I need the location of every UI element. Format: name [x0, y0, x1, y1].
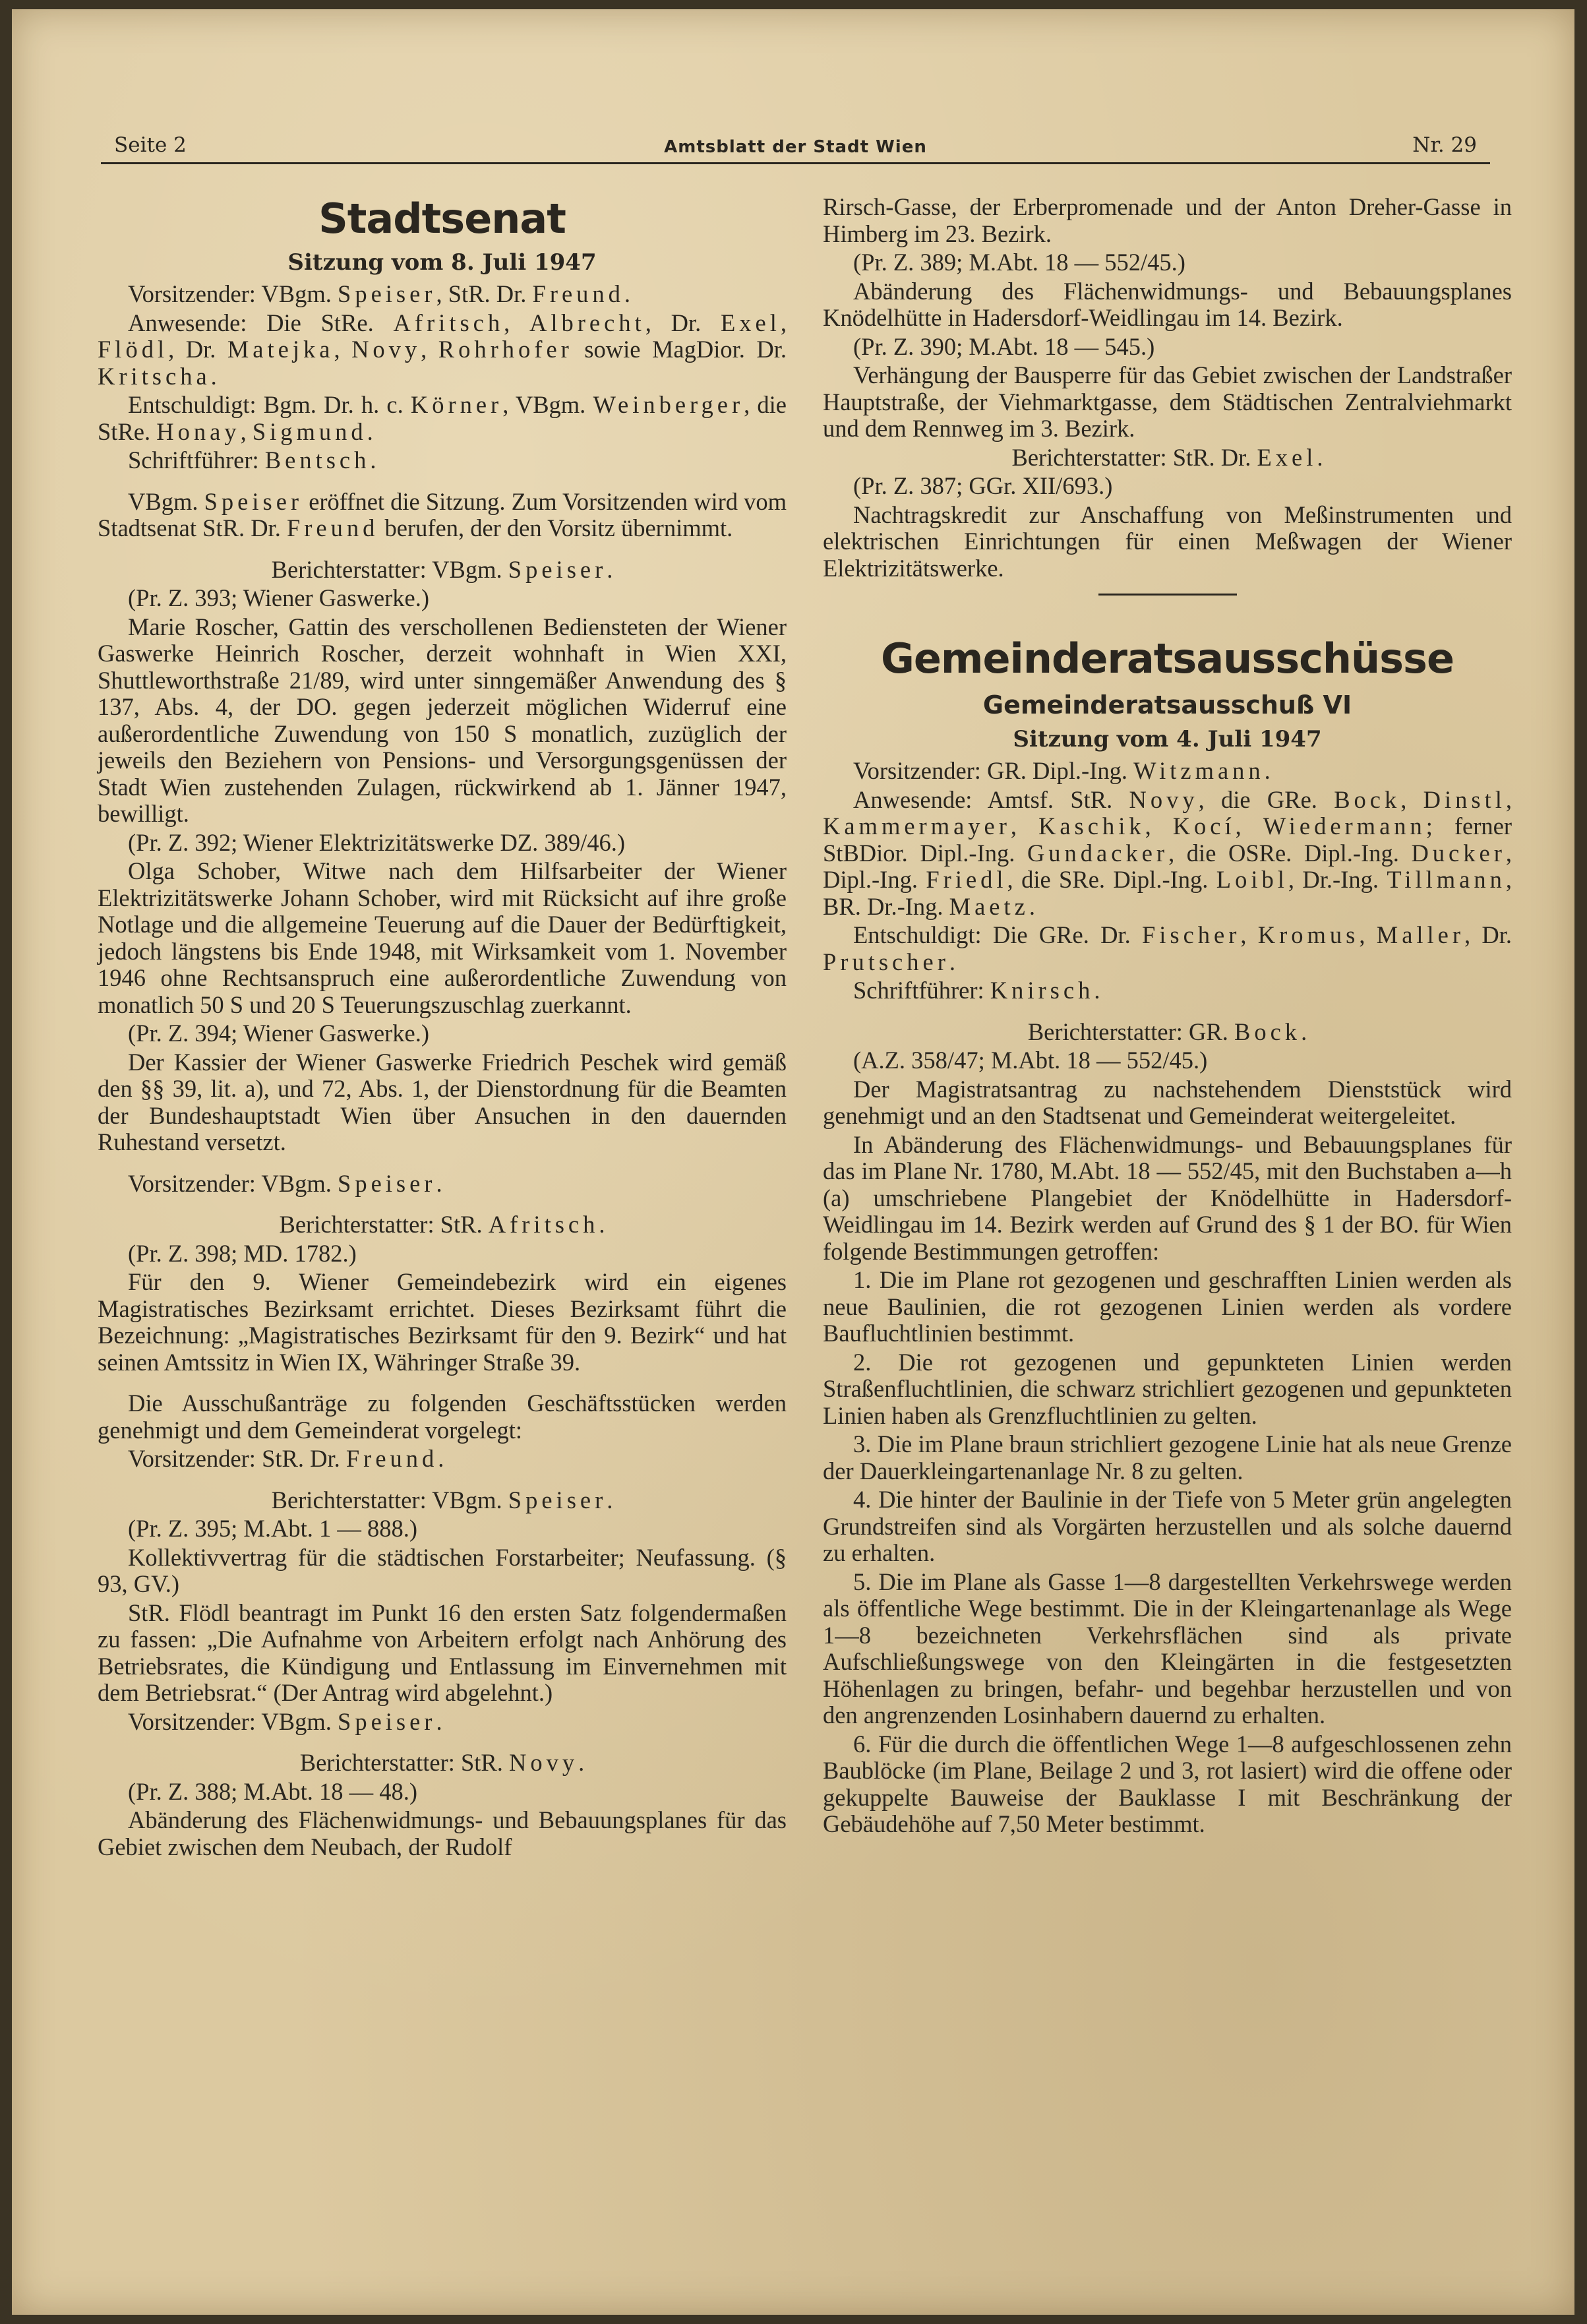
reporter-line: Berichterstatter: StR. Novy. — [299, 1749, 585, 1776]
running-head — [101, 128, 1490, 164]
body-paragraph: Marie Roscher, Gattin des verschollenen Bediensteten der Wiener Gaswerke Heinrich Roscher, derzeit wohnhaft in Wien XXI, Shuttleworthstraße 21/89, wird unter sinngemäßer Anwendung des § 137, Abs. 4, der DO. gegen jederzeit möglichen Widerruf eine außerordentliche Zuwendung von 150 S monatlich, zuzüglich der jeweils den Beziehern von Pensions- und Versorgungsgenüssen der Stadt Wien zustehenden Zulagen, rückwirkend ab 1. Jänner 1947, bewilligt. — [98, 613, 787, 827]
body-paragraph: Olga Schober, Witwe nach dem Hilfsarbeiter der Wiener Elektrizitätswerke Johann Schober, wird mit Rücksicht auf ihre große Notlage und die allgemeine Teuerung auf die Dauer der Bedürftigkeit, jedoch längstens bis Ende 1948, mit Wirksamkeit vom 1. November 1946 ohne Rechtsanspruch eine außerordentliche Zuwendung von monatlich 50 S und 20 S Teuerungszuschlag zuerkannt. — [98, 857, 787, 1018]
reporter-line: Berichterstatter: GR. Bock. — [1027, 1018, 1307, 1045]
reporter-line: Berichterstatter: VBgm. Speiser. — [271, 1486, 613, 1514]
body-paragraph: In Abänderung des Flächenwidmungs- und Bebauungsplanes für das im Plane Nr. 1780, M.Abt. 18 — 552/45, mit den Buchstaben a—h (a) umschriebene Plangebiet der Knödelhütte in Hadersdorf-Weidlingau im 14. Bezirk werden auf Grund des § 1 der BO. für Wien folgende Bestimmungen getroffen: — [823, 1130, 1512, 1265]
body-paragraph: StR. Flödl beantragt im Punkt 16 den ersten Satz folgendermaßen zu fassen: „Die Aufnahme von Arbeitern erfolgt nach Anhörung des Betriebsrates, die Kündigung und Entlassung im Einvernehmen mit dem Betriebsrat.“ (Der Antrag wird abgelehnt.) — [98, 1599, 787, 1706]
body-paragraph: Rirsch-Gasse, der Erberpromenade und der Anton Dreher-Gasse in Himberg im 23. Bezirk. — [823, 193, 1512, 247]
attendees-line: Anwesende: Amtsf. StR. Novy, die GRe. Bock, Dinstl, Kammermayer, Kaschik, Kocí, Wiedermann; ferner StBDior. Dipl.-Ing. Gundacker, die OSRe. Dipl.-Ing. Ducker, Dipl.-Ing. Friedl, die SRe. Dipl.-Ing. Loibl, Dr.-Ing. Tillmann, BR. Dr.-Ing. Maetz. — [823, 785, 1512, 920]
right-column — [823, 194, 1512, 1840]
newspaper-page — [12, 9, 1574, 2315]
ref-line: (Pr. Z. 388; M.Abt. 18 — 48.) — [128, 1777, 418, 1805]
page-number: Seite 2 — [114, 133, 187, 157]
meeting-date: Sitzung vom 8. Juli 1947 — [287, 249, 597, 276]
attendees-line: Anwesende: Die StRe. Afritsch, Albrecht, Dr. Exel, Flödl, Dr. Matejka, Novy, Rohrhofer sowie MagDior. Dr. Kritscha. — [98, 309, 787, 390]
reporter-line: Berichterstatter: StR. Dr. Exel. — [1011, 443, 1323, 471]
chair-line: Vorsitzender: VBgm. Speiser, StR. Dr. Freund. — [128, 280, 631, 307]
reporter-line: Berichterstatter: VBgm. Speiser. — [271, 555, 613, 583]
section-title-ausschuesse: Gemeinderatsausschüsse — [880, 634, 1454, 683]
issue-number: Nr. 29 — [1412, 133, 1477, 157]
ref-line: (Pr. Z. 394; Wiener Gaswerke.) — [128, 1020, 430, 1047]
body-paragraph: Nachtragskredit zur Anschaffung von Meßinstrumenten und elektrischen Einrichtungen für einen Meßwagen der Wiener Elektrizitätswerke. — [823, 501, 1512, 582]
regulation-item: 2. Die rot gezogenen und gepunkteten Linien werden Straßenfluchtlinien, die schwarz strichliert gezogenen und gepunkteten Linien haben als Grenzfluchtlinien zu gelten. — [823, 1348, 1512, 1429]
ref-line: (Pr. Z. 387; GGr. XII/693.) — [853, 472, 1113, 499]
secretary-line: Schriftführer: Bentsch. — [128, 446, 376, 474]
regulation-item: 3. Die im Plane braun strichliert gezogene Linie hat als neue Grenze der Dauerkleingartenanlage Nr. 8 zu gelten. — [823, 1430, 1512, 1484]
excused-line: Entschuldigt: Die GRe. Dr. Fischer, Kromus, Maller, Dr. Prutscher. — [823, 921, 1512, 975]
body-paragraph: Abänderung des Flächenwidmungs- und Bebauungsplanes für das Gebiet zwischen dem Neubach, der Rudolf — [98, 1806, 787, 1860]
ref-line: (Pr. Z. 392; Wiener Elektrizitätswerke DZ. 389/46.) — [128, 828, 626, 856]
regulation-item: 1. Die im Plane rot gezogenen und geschrafften Linien werden als neue Baulinien, die rot gezogenen Linien werden als vordere Baufluchtlinien bestimmt. — [823, 1266, 1512, 1347]
ref-line: (Pr. Z. 398; MD. 1782.) — [128, 1239, 357, 1267]
publication-name: Amtsblatt der Stadt Wien — [664, 137, 927, 157]
meeting-date: Sitzung vom 4. Juli 1947 — [1013, 726, 1322, 752]
left-column — [98, 194, 787, 1862]
chair-line: Vorsitzender: StR. Dr. Freund. — [128, 1445, 444, 1472]
body-paragraph: Die Ausschußanträge zu folgenden Geschäftsstücken werden genehmigt und dem Gemeinderat vorgelegt: — [98, 1390, 787, 1444]
body-paragraph: Für den 9. Wiener Gemeindebezirk wird ein eigenes Magistratisches Bezirksamt errichtet. Dieses Bezirksamt führt die Bezeichnung: „Magistratisches Bezirksamt für den 9. Bezirk“ und hat seinen Amtssitz in Wien IX, Währinger Straße 39. — [98, 1268, 787, 1376]
reporter-line: Berichterstatter: StR. Afritsch. — [279, 1211, 605, 1238]
section-title-stadtsenat: Stadtsenat — [318, 195, 566, 243]
regulation-item: 6. Für die durch die öffentlichen Wege 1—8 aufgeschlossenen zehn Baublöcke (im Plane, Beilage 2 und 3, rot lasiert) wird die offene oder gekuppelte Bauweise der Bauklasse I mit Beschränkung der Gebäudehöhe auf 7,50 Meter bestimmt. — [823, 1730, 1512, 1837]
ref-line: (Pr. Z. 390; M.Abt. 18 — 545.) — [853, 332, 1155, 360]
committee-title: Gemeinderatsausschuß VI — [982, 690, 1352, 719]
body-paragraph: Der Kassier der Wiener Gaswerke Friedrich Peschek wird gemäß den §§ 39, lit. a), und 72, Abs. 1, der Dienstordnung für die Beamten der Bundeshauptstadt Wien über Ansuchen in den dauernden Ruhestand versetzt. — [98, 1048, 787, 1155]
opening-paragraph: VBgm. Speiser eröffnet die Sitzung. Zum Vorsitzenden wird vom Stadtsenat StR. Dr. Freund berufen, der den Vorsitz übernimmt. — [98, 487, 787, 541]
secretary-line: Schriftführer: Knirsch. — [853, 977, 1100, 1004]
body-paragraph: Abänderung des Flächenwidmungs- und Bebauungsplanes Knödelhütte in Hadersdorf-Weidlingau im 14. Bezirk. — [823, 277, 1512, 331]
ref-line: (A.Z. 358/47; M.Abt. 18 — 552/45.) — [853, 1047, 1208, 1074]
body-paragraph: Kollektivvertrag für die städtischen Forstarbeiter; Neufassung. (§ 93, GV.) — [98, 1543, 787, 1597]
regulation-item: 4. Die hinter der Baulinie in der Tiefe von 5 Meter grün angelegten Grundstreifen sind als Vorgärten herzustellen und als solche dauernd zu erhalten. — [823, 1486, 1512, 1566]
ref-line: (Pr. Z. 389; M.Abt. 18 — 552/45.) — [853, 249, 1185, 276]
excused-line: Entschuldigt: Bgm. Dr. h. c. Körner, VBgm. Weinberger, die StRe. Honay, Sigmund. — [98, 391, 787, 445]
chair-line: Vorsitzender: GR. Dipl.-Ing. Witzmann. — [853, 757, 1271, 784]
regulation-item: 5. Die im Plane als Gasse 1—8 dargestellten Verkehrswege werden als öffentliche Wege bestimmt. Die in der Kleingartenanlage als Wege 1—8 bezeichneten Verkehrsflächen sind als private Aufschließungswege von den Kleingärten in die festgesetzten Höhenlagen zu bringen, befahr- und begehbar herzustellen und von den angrenzenden Losinhabern dauernd zu erhalten. — [823, 1568, 1512, 1728]
section-divider — [1098, 594, 1237, 596]
body-paragraph: Verhängung der Bausperre für das Gebiet zwischen der Landstraßer Hauptstraße, der Viehmarktgasse, dem Städtischen Zentralviehmarkt und dem Rennweg im 3. Bezirk. — [823, 361, 1512, 442]
ref-line: (Pr. Z. 395; M.Abt. 1 — 888.) — [128, 1515, 418, 1542]
chair-line: Vorsitzender: VBgm. Speiser. — [128, 1707, 442, 1735]
body-paragraph: Der Magistratsantrag zu nachstehendem Dienststück wird genehmigt und an den Stadtsenat und Gemeinderat weitergeleitet. — [823, 1075, 1512, 1129]
chair-line: Vorsitzender: VBgm. Speiser. — [128, 1169, 442, 1197]
ref-line: (Pr. Z. 393; Wiener Gaswerke.) — [128, 584, 430, 611]
